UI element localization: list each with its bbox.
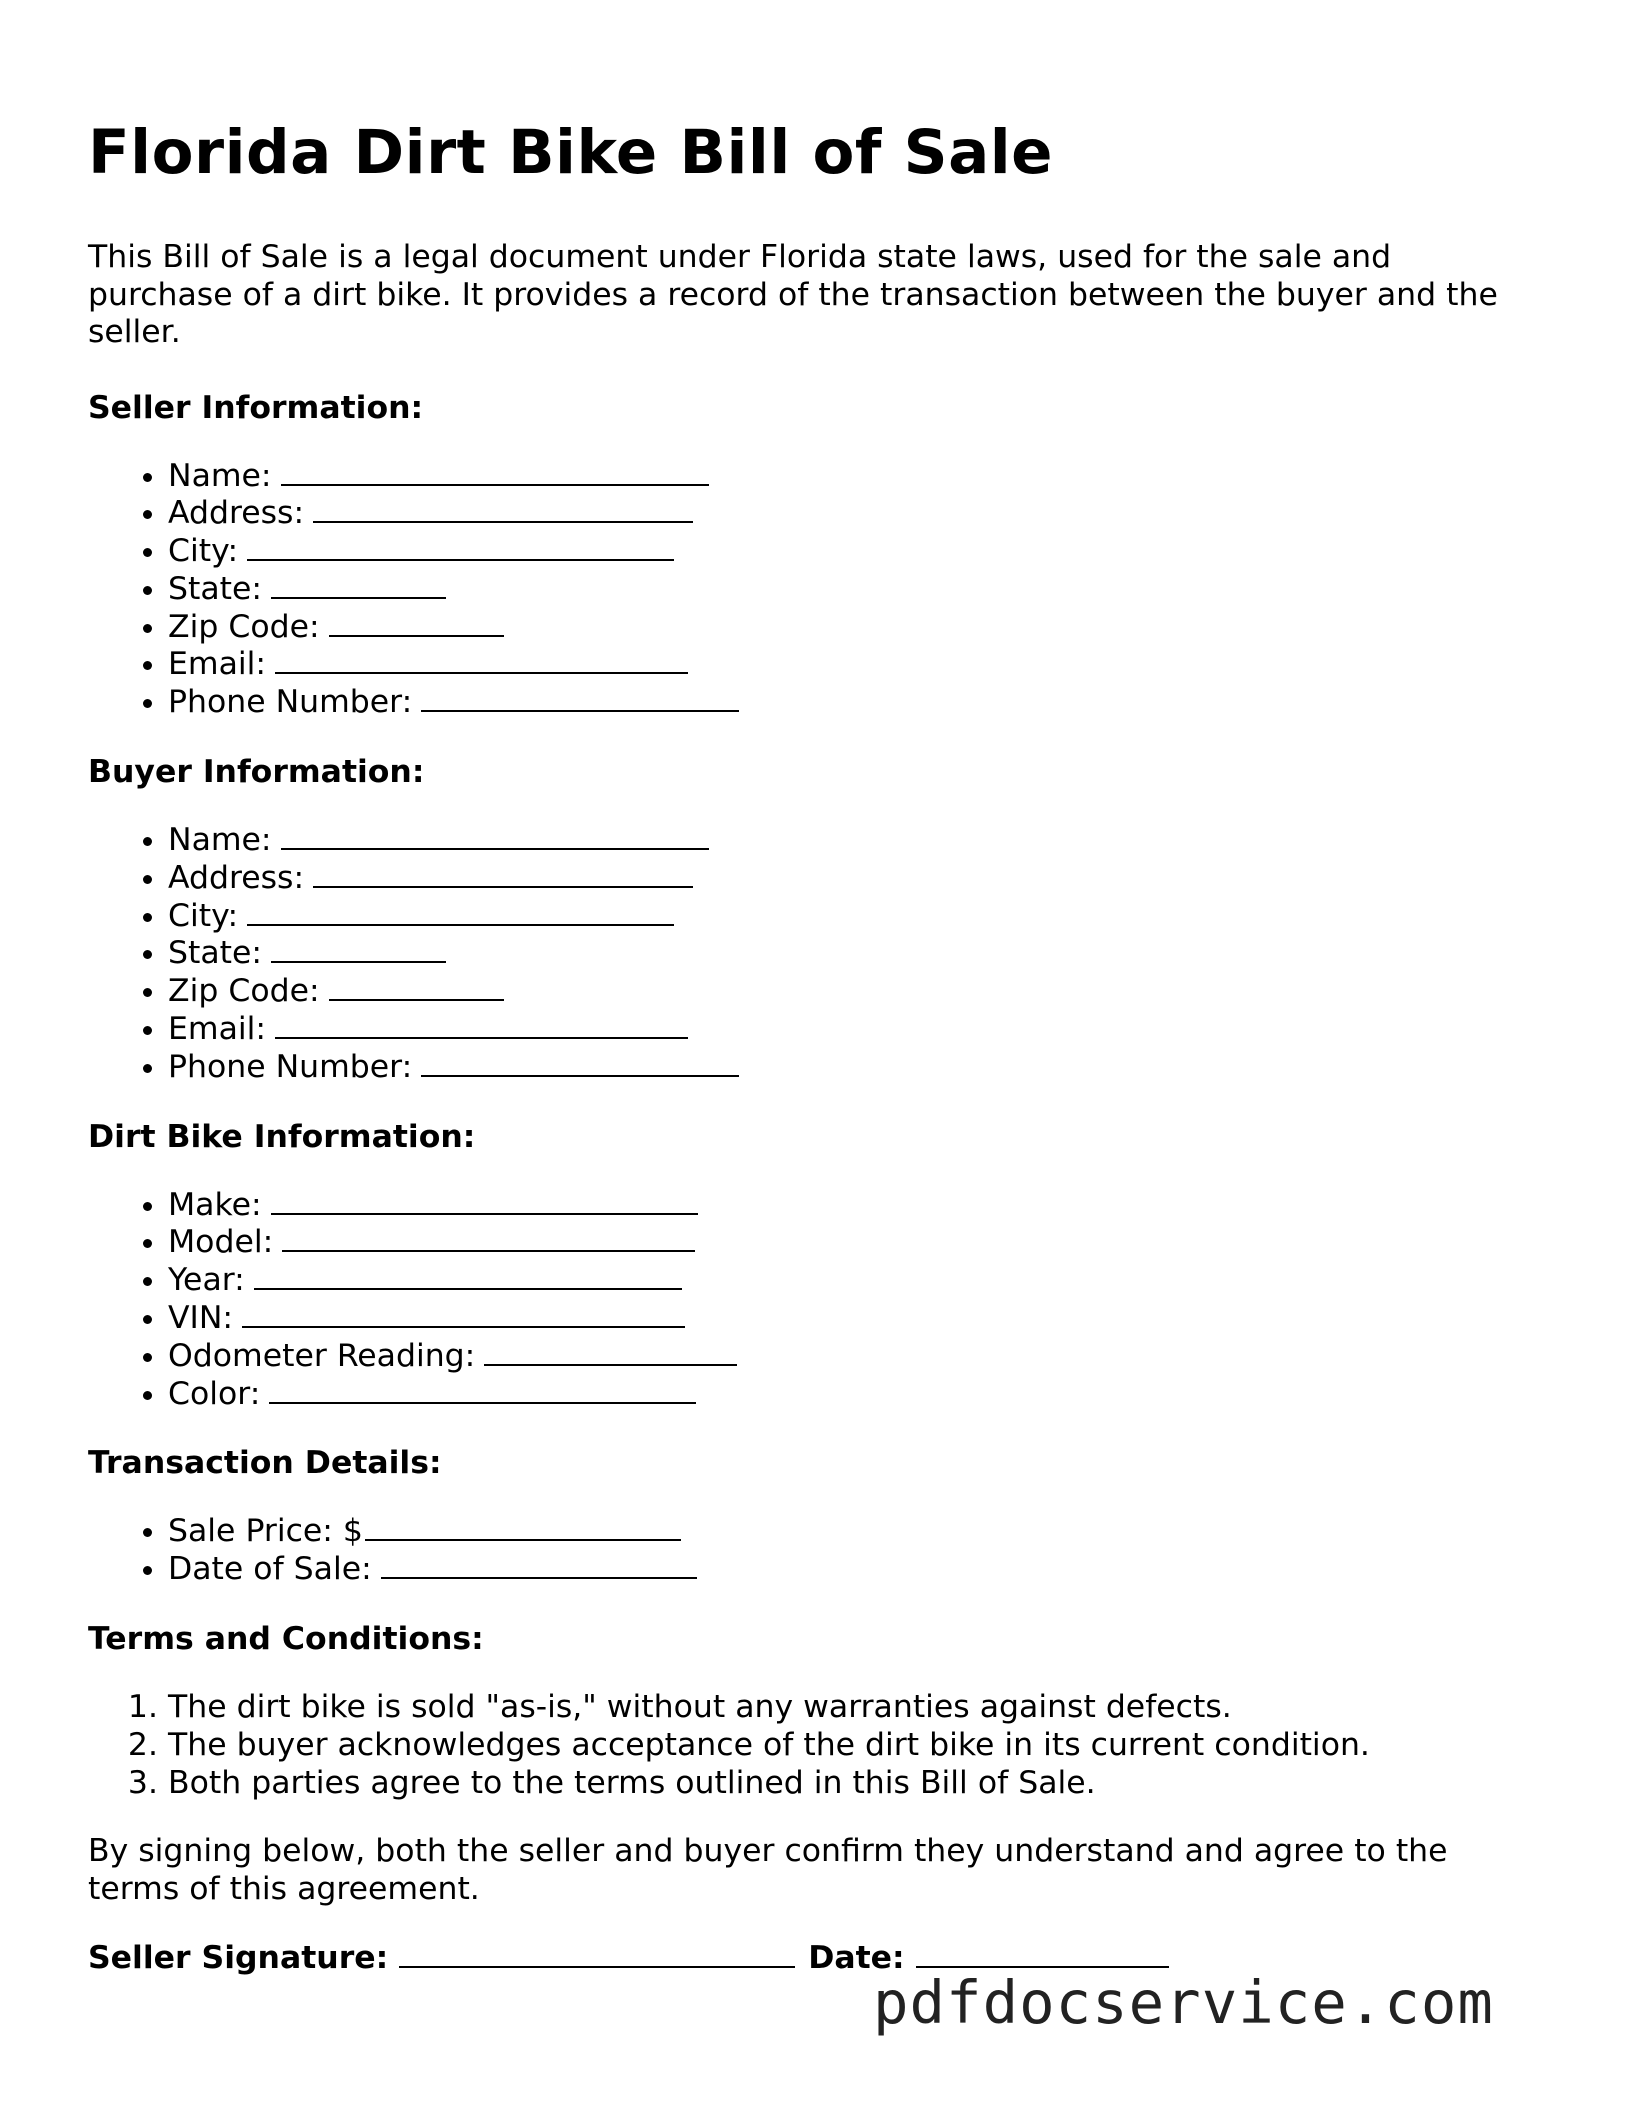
seller-name-item: • Name:	[168, 458, 1538, 496]
watermark: pdfdocservice.com	[873, 1968, 1494, 2037]
bike-model-item: • Model:	[168, 1224, 1538, 1262]
transaction-heading: Transaction Details:	[88, 1445, 442, 1482]
document-title: Florida Dirt Bike Bill of Sale	[88, 117, 1054, 188]
bike-year-blank[interactable]	[254, 1262, 682, 1290]
buyer-city-blank[interactable]	[247, 898, 674, 926]
sale-date-item: • Date of Sale:	[168, 1551, 1538, 1589]
seller-city-item: • City:	[168, 533, 1538, 571]
seller-heading: Seller Information:	[88, 389, 424, 426]
signature-date-label: Date:	[808, 1940, 905, 1977]
bike-make-item: • Make:	[168, 1187, 1538, 1225]
seller-state-item: • State:	[168, 571, 1538, 609]
bike-color-item: • Color:	[168, 1376, 1538, 1414]
seller-name-blank[interactable]	[281, 458, 709, 486]
seller-email-item: • Email:	[168, 646, 1538, 684]
bike-color-blank[interactable]	[269, 1376, 696, 1404]
buyer-state-item: • State:	[168, 935, 1538, 973]
seller-email-blank[interactable]	[275, 646, 688, 674]
buyer-phone-blank[interactable]	[421, 1049, 739, 1077]
bike-heading: Dirt Bike Information:	[88, 1118, 476, 1155]
sale-date-blank[interactable]	[381, 1551, 697, 1579]
buyer-name-blank[interactable]	[281, 822, 709, 850]
seller-signature-label: Seller Signature:	[88, 1940, 389, 1977]
seller-zip-item: • Zip Code:	[168, 609, 1538, 647]
bike-make-blank[interactable]	[271, 1187, 698, 1215]
buyer-heading: Buyer Information:	[88, 754, 425, 791]
buyer-state-blank[interactable]	[271, 935, 446, 963]
bike-odometer-item: • Odometer Reading:	[168, 1338, 1538, 1376]
transaction-fields-list	[88, 1513, 1538, 1589]
seller-fields-list	[88, 458, 1538, 723]
terms-list	[88, 1689, 1538, 1802]
bike-fields-list	[88, 1187, 1538, 1414]
buyer-address-item: • Address:	[168, 860, 1538, 898]
seller-zip-blank[interactable]	[329, 609, 504, 637]
buyer-zip-item: • Zip Code:	[168, 973, 1538, 1011]
seller-city-blank[interactable]	[247, 533, 674, 561]
bike-model-blank[interactable]	[282, 1224, 695, 1252]
seller-phone-blank[interactable]	[421, 684, 739, 712]
bike-vin-item: • VIN:	[168, 1300, 1538, 1338]
bike-year-item: • Year:	[168, 1262, 1538, 1300]
buyer-name-item: • Name:	[168, 822, 1538, 860]
buyer-email-item: • Email:	[168, 1011, 1538, 1049]
seller-state-blank[interactable]	[271, 571, 446, 599]
buyer-zip-blank[interactable]	[329, 973, 504, 1001]
closing-paragraph: By signing below, both the seller and buyer confirm they understand and agree to the terms of this agreement.	[88, 1833, 1448, 1907]
sale-price-blank[interactable]	[365, 1513, 681, 1541]
terms-heading: Terms and Conditions:	[88, 1621, 484, 1658]
terms-item: 3. Both parties agree to the terms outlined in this Bill of Sale.	[168, 1765, 1538, 1803]
document-page	[88, 0, 1538, 1977]
buyer-fields-list	[88, 822, 1538, 1087]
intro-paragraph: This Bill of Sale is a legal document under Florida state laws, used for the sale and purchase of a dirt bike. It provides a record of the transaction between the buyer and the seller.	[88, 239, 1498, 350]
buyer-city-item: • City:	[168, 898, 1538, 936]
buyer-phone-item: • Phone Number:	[168, 1049, 1538, 1087]
terms-item: 2. The buyer acknowledges acceptance of the dirt bike in its current condition.	[168, 1727, 1538, 1765]
seller-signature-blank[interactable]	[399, 1940, 795, 1968]
signature-date-blank[interactable]	[916, 1940, 1169, 1968]
buyer-email-blank[interactable]	[275, 1011, 688, 1039]
seller-address-blank[interactable]	[313, 495, 693, 523]
seller-address-item: • Address:	[168, 495, 1538, 533]
seller-phone-item: • Phone Number:	[168, 684, 1538, 722]
bike-odometer-blank[interactable]	[484, 1338, 737, 1366]
buyer-address-blank[interactable]	[313, 860, 693, 888]
terms-item: 1. The dirt bike is sold "as-is," without any warranties against defects.	[168, 1689, 1538, 1727]
bike-vin-blank[interactable]	[242, 1300, 685, 1328]
sale-price-item: • Sale Price: $	[168, 1513, 1538, 1551]
